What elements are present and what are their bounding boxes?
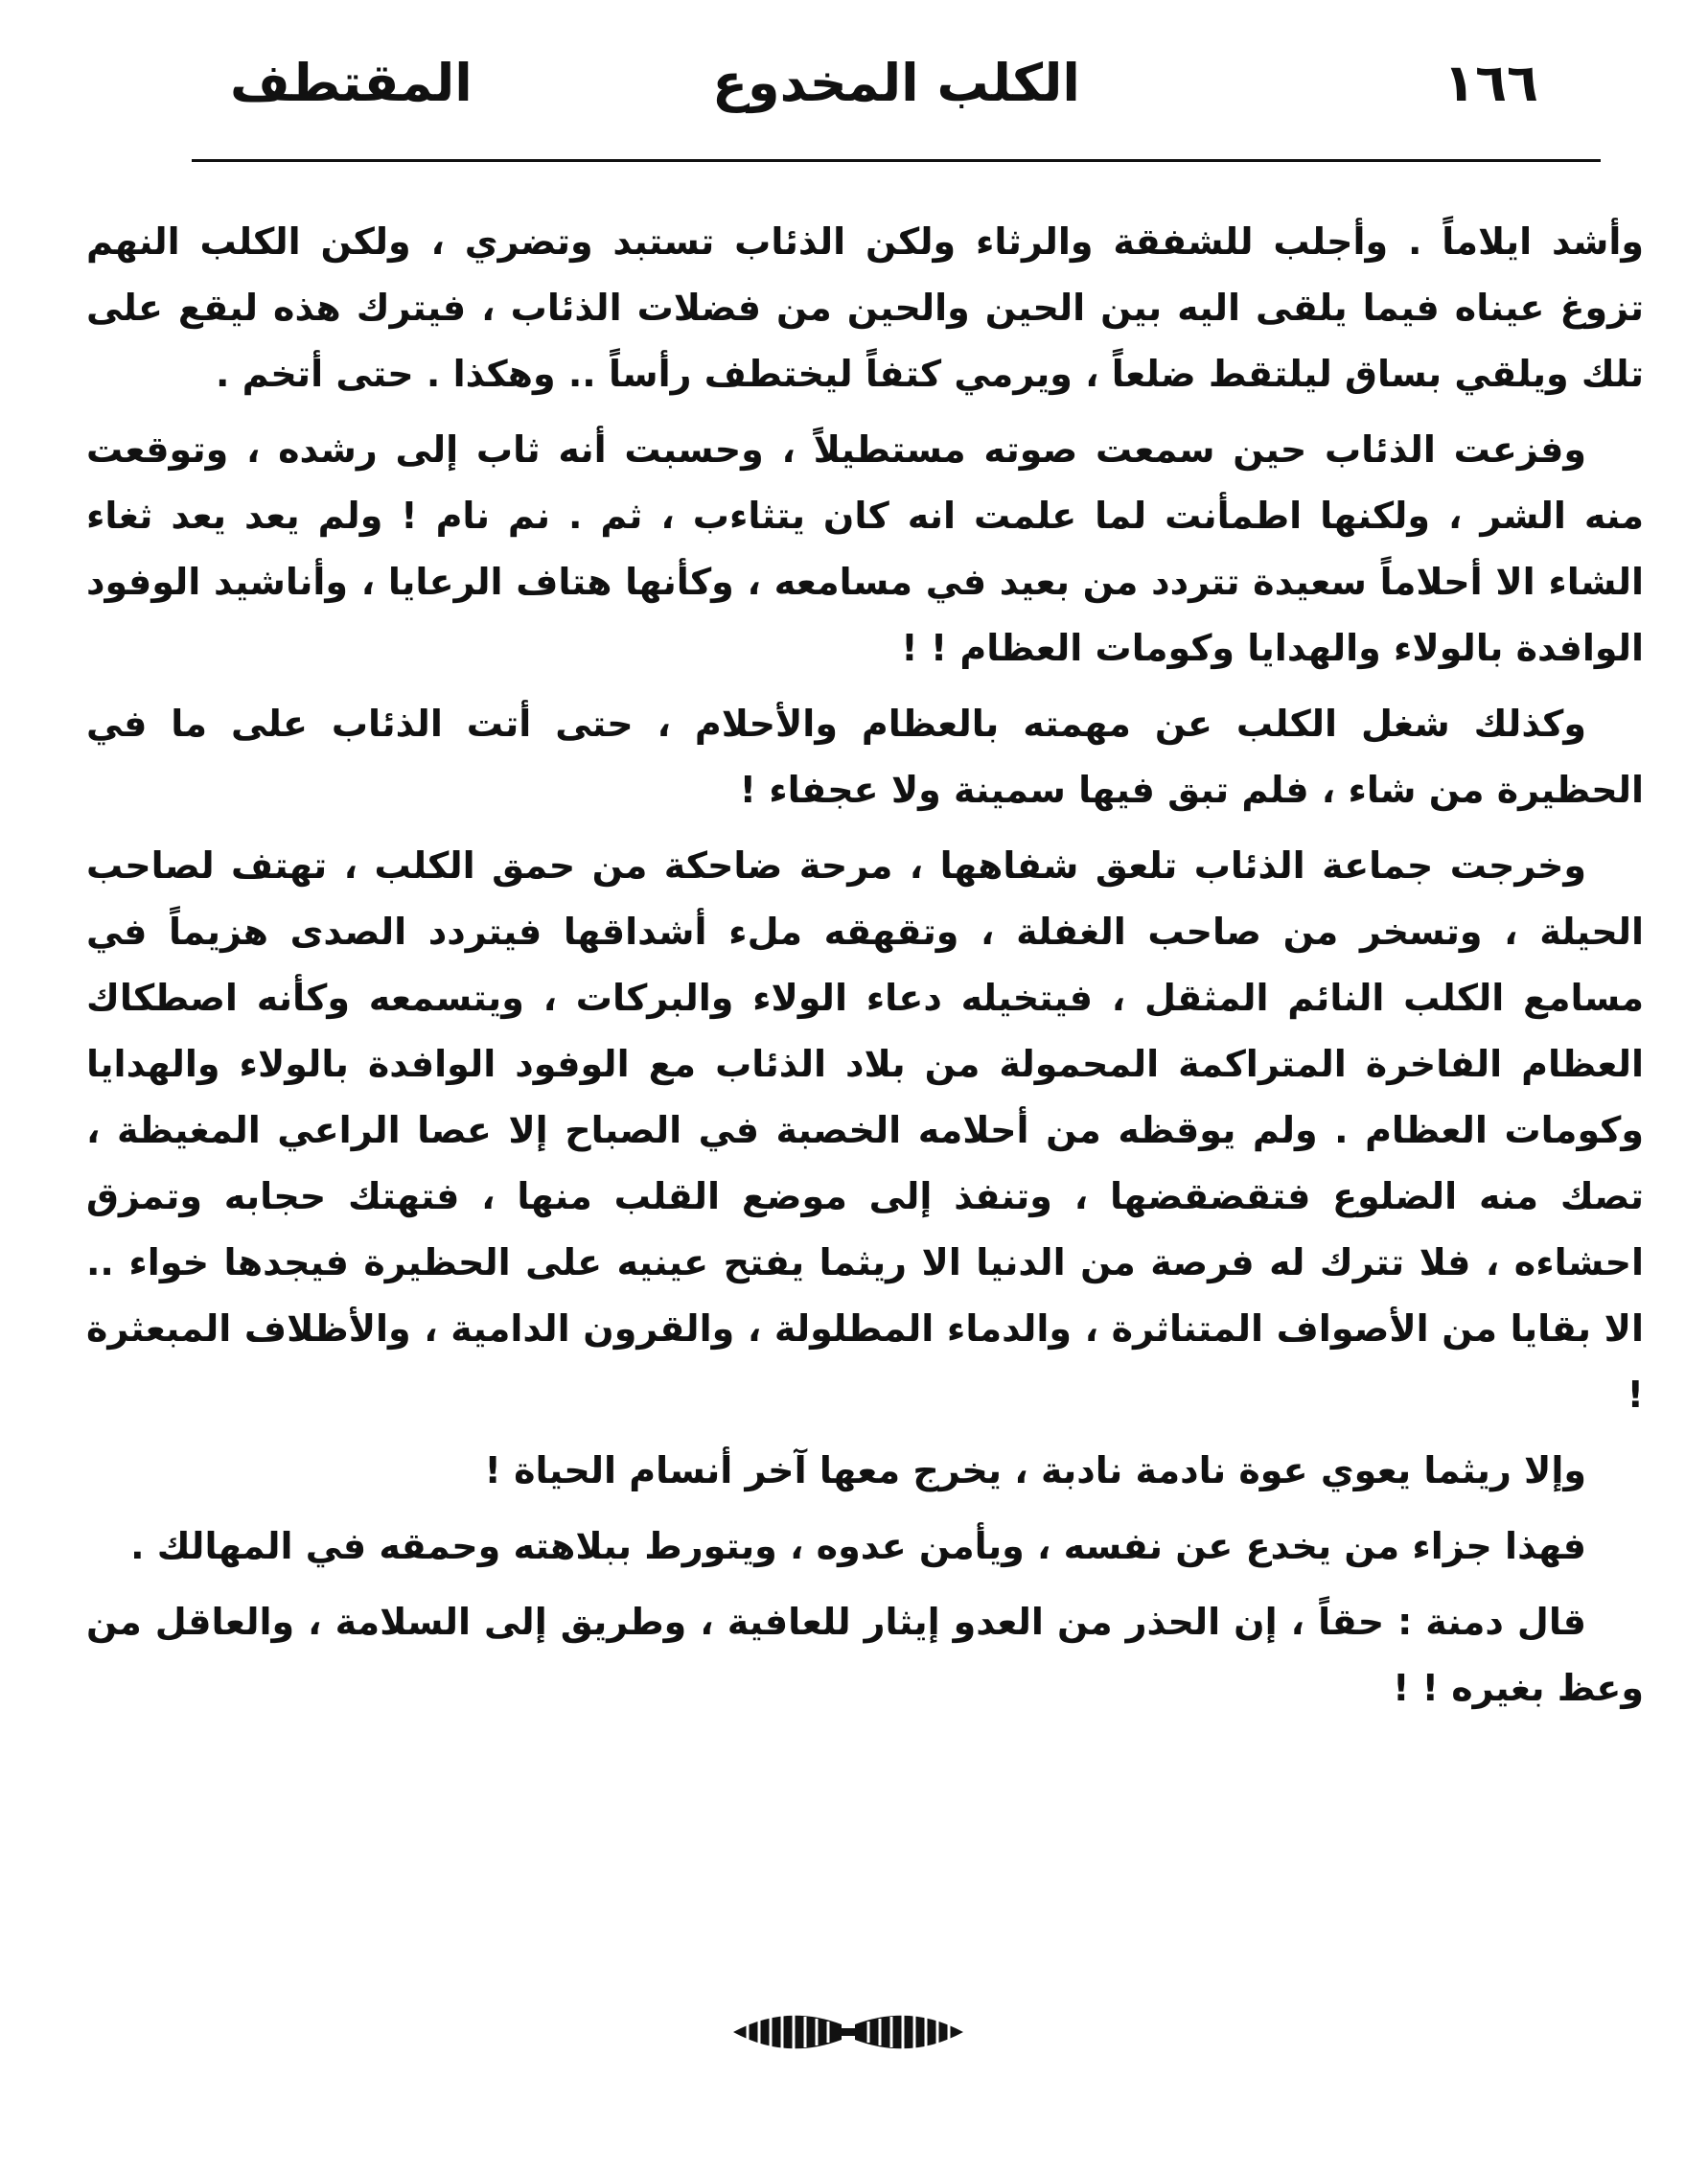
- paragraph: وكذلك شغل الكلب عن مهمته بالعظام والأحلام ، حتى أتت الذئاب على ما في الحظيرة من شاء ، فلم تبق فيها سمينة ولا عجفاء !: [86, 703, 1644, 811]
- paragraph: وإلا ريثما يعوي عوة نادمة نادبة ، يخرج معها آخر أنسام الحياة !: [484, 1449, 1586, 1491]
- paragraph: قال دمنة : حقاً ، إن الحذر من العدو إيثار للعافية ، وطريق إلى السلامة ، والعاقل من وعظ بغيره ! !: [86, 1601, 1644, 1709]
- decorative-tailpiece-icon: [728, 2003, 968, 2061]
- article-body: [86, 209, 1644, 1731]
- paragraph: فهذا جزاء من يخدع عن نفسه ، ويأمن عدوه ، ويتورط ببلاهته وحمقه في المهالك .: [130, 1525, 1586, 1567]
- running-title: الكلب المخدوع: [712, 53, 1080, 113]
- paragraph: وأشد ايلاماً . وأجلب للشفقة والرثاء ولكن الذئاب تستبد وتضري ، ولكن الكلب النهم تزوغ عيناه فيما يلقى اليه بين الحين والحين من فضلات الذئاب ، فيترك هذه ليقع على تلك ويلقي بساق ليلتقط ضلعاً ، ويرمي كتفاً ليختطف رأساً .. وهكذا . حتى أتخم .: [86, 220, 1644, 395]
- paragraph: وفزعت الذئاب حين سمعت صوته مستطيلاً ، وحسبت أنه ثاب إلى رشده ، وتوقعت منه الشر ، ولكنها اطمأنت لما علمت انه كان يتثاءب ، ثم . نم نام ! ولم يعد يعد ثغاء الشاء الا أحلاماً سعيدة تتردد من بعيد في مسامعه ، وكأنها هتاف الرعايا ، وأناشيد الوفود الوافدة بالولاء والهدايا وكومات العظام ! !: [86, 428, 1644, 669]
- page-number: ١٦٦: [1443, 53, 1538, 113]
- journal-name: المقتطف: [230, 53, 473, 113]
- paragraph: وخرجت جماعة الذئاب تلعق شفاهها ، مرحة ضاحكة من حمق الكلب ، تهتف لصاحب الحيلة ، وتسخر من صاحب الغفلة ، وتقهقه ملء أشداقها فيتردد الصدى هزيماً في مسامع الكلب النائم المثقل ، فيتخيله دعاء الولاء والبركات ، ويتسمعه وكأنه اصطكاك العظام الفاخرة المتراكمة المحمولة من بلاد الذئاب مع الوفود الوافدة بالولاء والهدايا وكومات العظام . ولم يوقظه من أحلامه الخصبة في الصباح إلا عصا الراعي المغيظة ، تصك منه الضلوع فتقضقضها ، وتنفذ إلى موضع القلب منها ، فتهتك حجابه وتمزق احشاءه ، فلا تترك له فرصة من الدنيا الا ريثما يفتح عينيه على الحظيرة فيجدها خواء .. الا بقايا من الأصواف المتناثرة ، والدماء المطلولة ، والقرون الدامية ، والأظلاف المبعثرة !: [86, 844, 1644, 1416]
- page-header: [192, 53, 1601, 139]
- header-rule: [192, 159, 1601, 162]
